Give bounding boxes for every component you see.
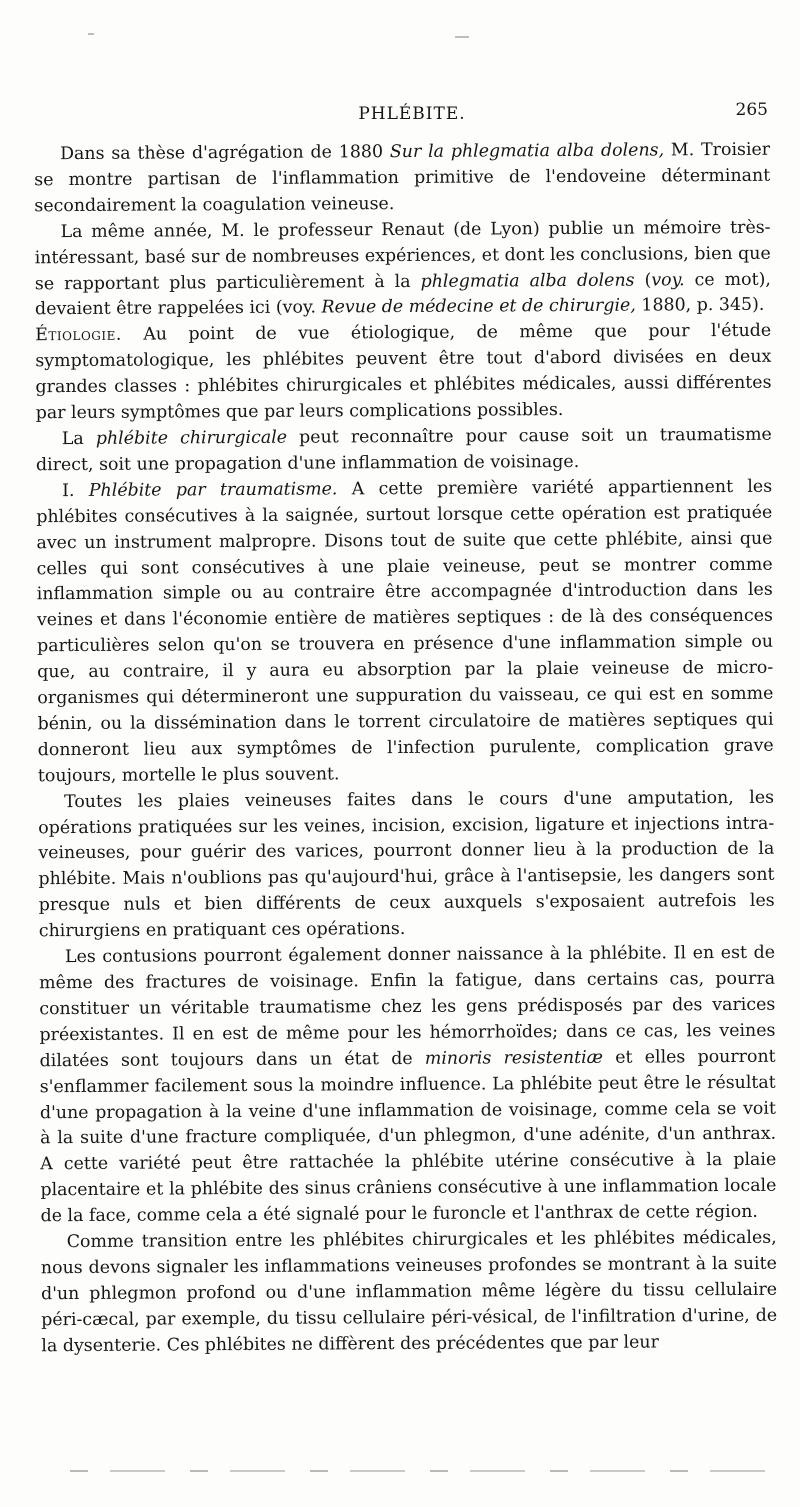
paragraph-text: ce mot), devaient être rappelées ici (voy. xyxy=(34,269,771,320)
emphasis-term: phlébite chirurgicale xyxy=(95,427,288,449)
book-title: Sur la phlegmatia alba dolens, xyxy=(389,140,665,163)
paragraph-text: La même année, M. le professeur Renaut (de Lyon) publie un mémoire très-intéressant, basé sur de nombreuses expériences, et dont les conclusions, bien que se rapportant plus particulièrement à la xyxy=(34,217,771,294)
paragraph xyxy=(41,1226,778,1360)
paragraph xyxy=(39,941,777,1230)
paragraph-text: Comme transition entre les phlébites chirurgicales et les phlébites médicales, nous devons signaler les inflammations veineuses profondes se montrant à la suite d'un phlegmon profond ou d'une inflammation même légère du tissu cellulaire péri-cæcal, par exemple, du tissu cellulaire péri-vésical, de l'infiltration d'urine, de la dysenterie. Ces phlébites ne diffèrent des précédentes que par leur xyxy=(40,1227,778,1356)
scan-bottom-edge xyxy=(70,1470,770,1472)
paragraph xyxy=(34,215,771,323)
scan-speck xyxy=(455,36,469,38)
emphasis-term: minoris resistentiæ xyxy=(424,1047,604,1069)
running-title: PHLÉBITE. xyxy=(358,104,466,124)
paragraph xyxy=(36,423,772,479)
subsection-heading: Phlébite par traumatisme. xyxy=(88,479,338,501)
paragraph-text: Toutes les plaies veineuses faites dans le cours d'une amputation, les opérations pratiquées sur les veines, incision, excision, ligature et injections intra-veineuses, pour guérir des varices, pourront donner lieu à la production de la phlébite. Mais n'oublions pas qu'aujourd'hui, grâce à l'antisepsie, les dangers sont presque nuls et bien différents de ceux auxquels s'exposaient autrefois les chirurgiens en pratiquant ces opérations. xyxy=(38,787,775,942)
paragraph xyxy=(38,785,775,945)
paragraph-text: peut reconnaître pour cause soit un traumatisme direct, soit une propagation d'une inflammation de voisinage. xyxy=(35,424,772,476)
paragraph-text: ( xyxy=(644,270,652,291)
section-heading: Étiologie. xyxy=(35,325,122,346)
paragraph xyxy=(35,319,772,427)
running-header xyxy=(56,100,768,130)
paragraph-text: 1880, p. 345). xyxy=(641,295,765,316)
page-number: 265 xyxy=(735,100,768,120)
paragraph-text: M. Troisier se montre partisan de l'inflammation primitive de l'endoveine déterminant secondairement la coagulation veineuse. xyxy=(34,139,771,217)
paragraph-text: I. xyxy=(62,480,75,501)
paragraph-text: Les contusions pourront également donner naissance à la phlébite. Il en est de même des fractures de voisinage. Enfin la fatigue, dans certains cas, pourra constituer un véritable traumatisme chez les gens prédisposés par des varices préexistantes. Il en est de même pour les hémorrhoïdes; dans ce cas, les veines dilatées sont toujours dans un état de xyxy=(39,942,776,1071)
emphasis-term: voy. xyxy=(651,269,685,291)
paragraph xyxy=(36,475,774,790)
paragraph xyxy=(34,138,770,220)
paragraph-text: La xyxy=(61,428,84,450)
paragraph-text: A cette première variété appartiennent les phlébites consécutives à la saignée, surtout lorsque cette opération est pratiquée avec un instrument malpropre. Disons tout de suite que cette phlébite, ainsi que celles qui sont consécutives à une plaie veineuse, peut se montrer comme inflammation simple ou au contraire être accompagnée d'introduction dans les veines et dans l'économie entière de matières septiques : de là des conséquences particulières selon qu'on se trouvera en présence d'une inflammation simple ou que, au contraire, il y aura eu absorption par la plaie veineuse de micro-organismes qui détermineront une suppuration du vaisseau, ce qui est en somme bénin, ou la dissémination dans le torrent circulatoire de matières septiques qui donneront lieu aux symptômes de l'infection purulente, complication grave toujours, mortelle le plus souvent. xyxy=(36,476,774,786)
scan-speck xyxy=(88,33,94,35)
journal-title: Revue de médecine et de chirurgie, xyxy=(321,296,636,318)
emphasis-term: phlegmatia alba dolens xyxy=(420,270,635,292)
body-text xyxy=(34,138,777,1360)
paragraph-text: Au point de vue étiologique, de même que pour l'étude symptomatologique, les phlébites peuvent être tout d'abord divisées en deux grandes classes : phlébites chirurgicales et phlébites médicales, aussi différentes par leurs symptômes que par leurs complications possibles. xyxy=(35,321,772,424)
paragraph-text: et elles pourront s'enflammer facilement sous la moindre influence. La phlébite peut être le résultat d'une propagation à la veine d'une inflammation de voisinage, comme cela se voit à la suite d'une fracture compliquée, d'un phlegmon, d'une adénite, d'un anthrax. A cette variété peut être rattachée la phlébite utérine consécutive à la plaie placentaire et la phlébite des sinus crâniens consécutive à une inflammation locale de la face, comme cela a été signalé pour le furoncle et l'anthrax de cette région. xyxy=(39,1046,777,1227)
paragraph-text: Dans sa thèse d'agrégation de 1880 xyxy=(60,142,384,165)
